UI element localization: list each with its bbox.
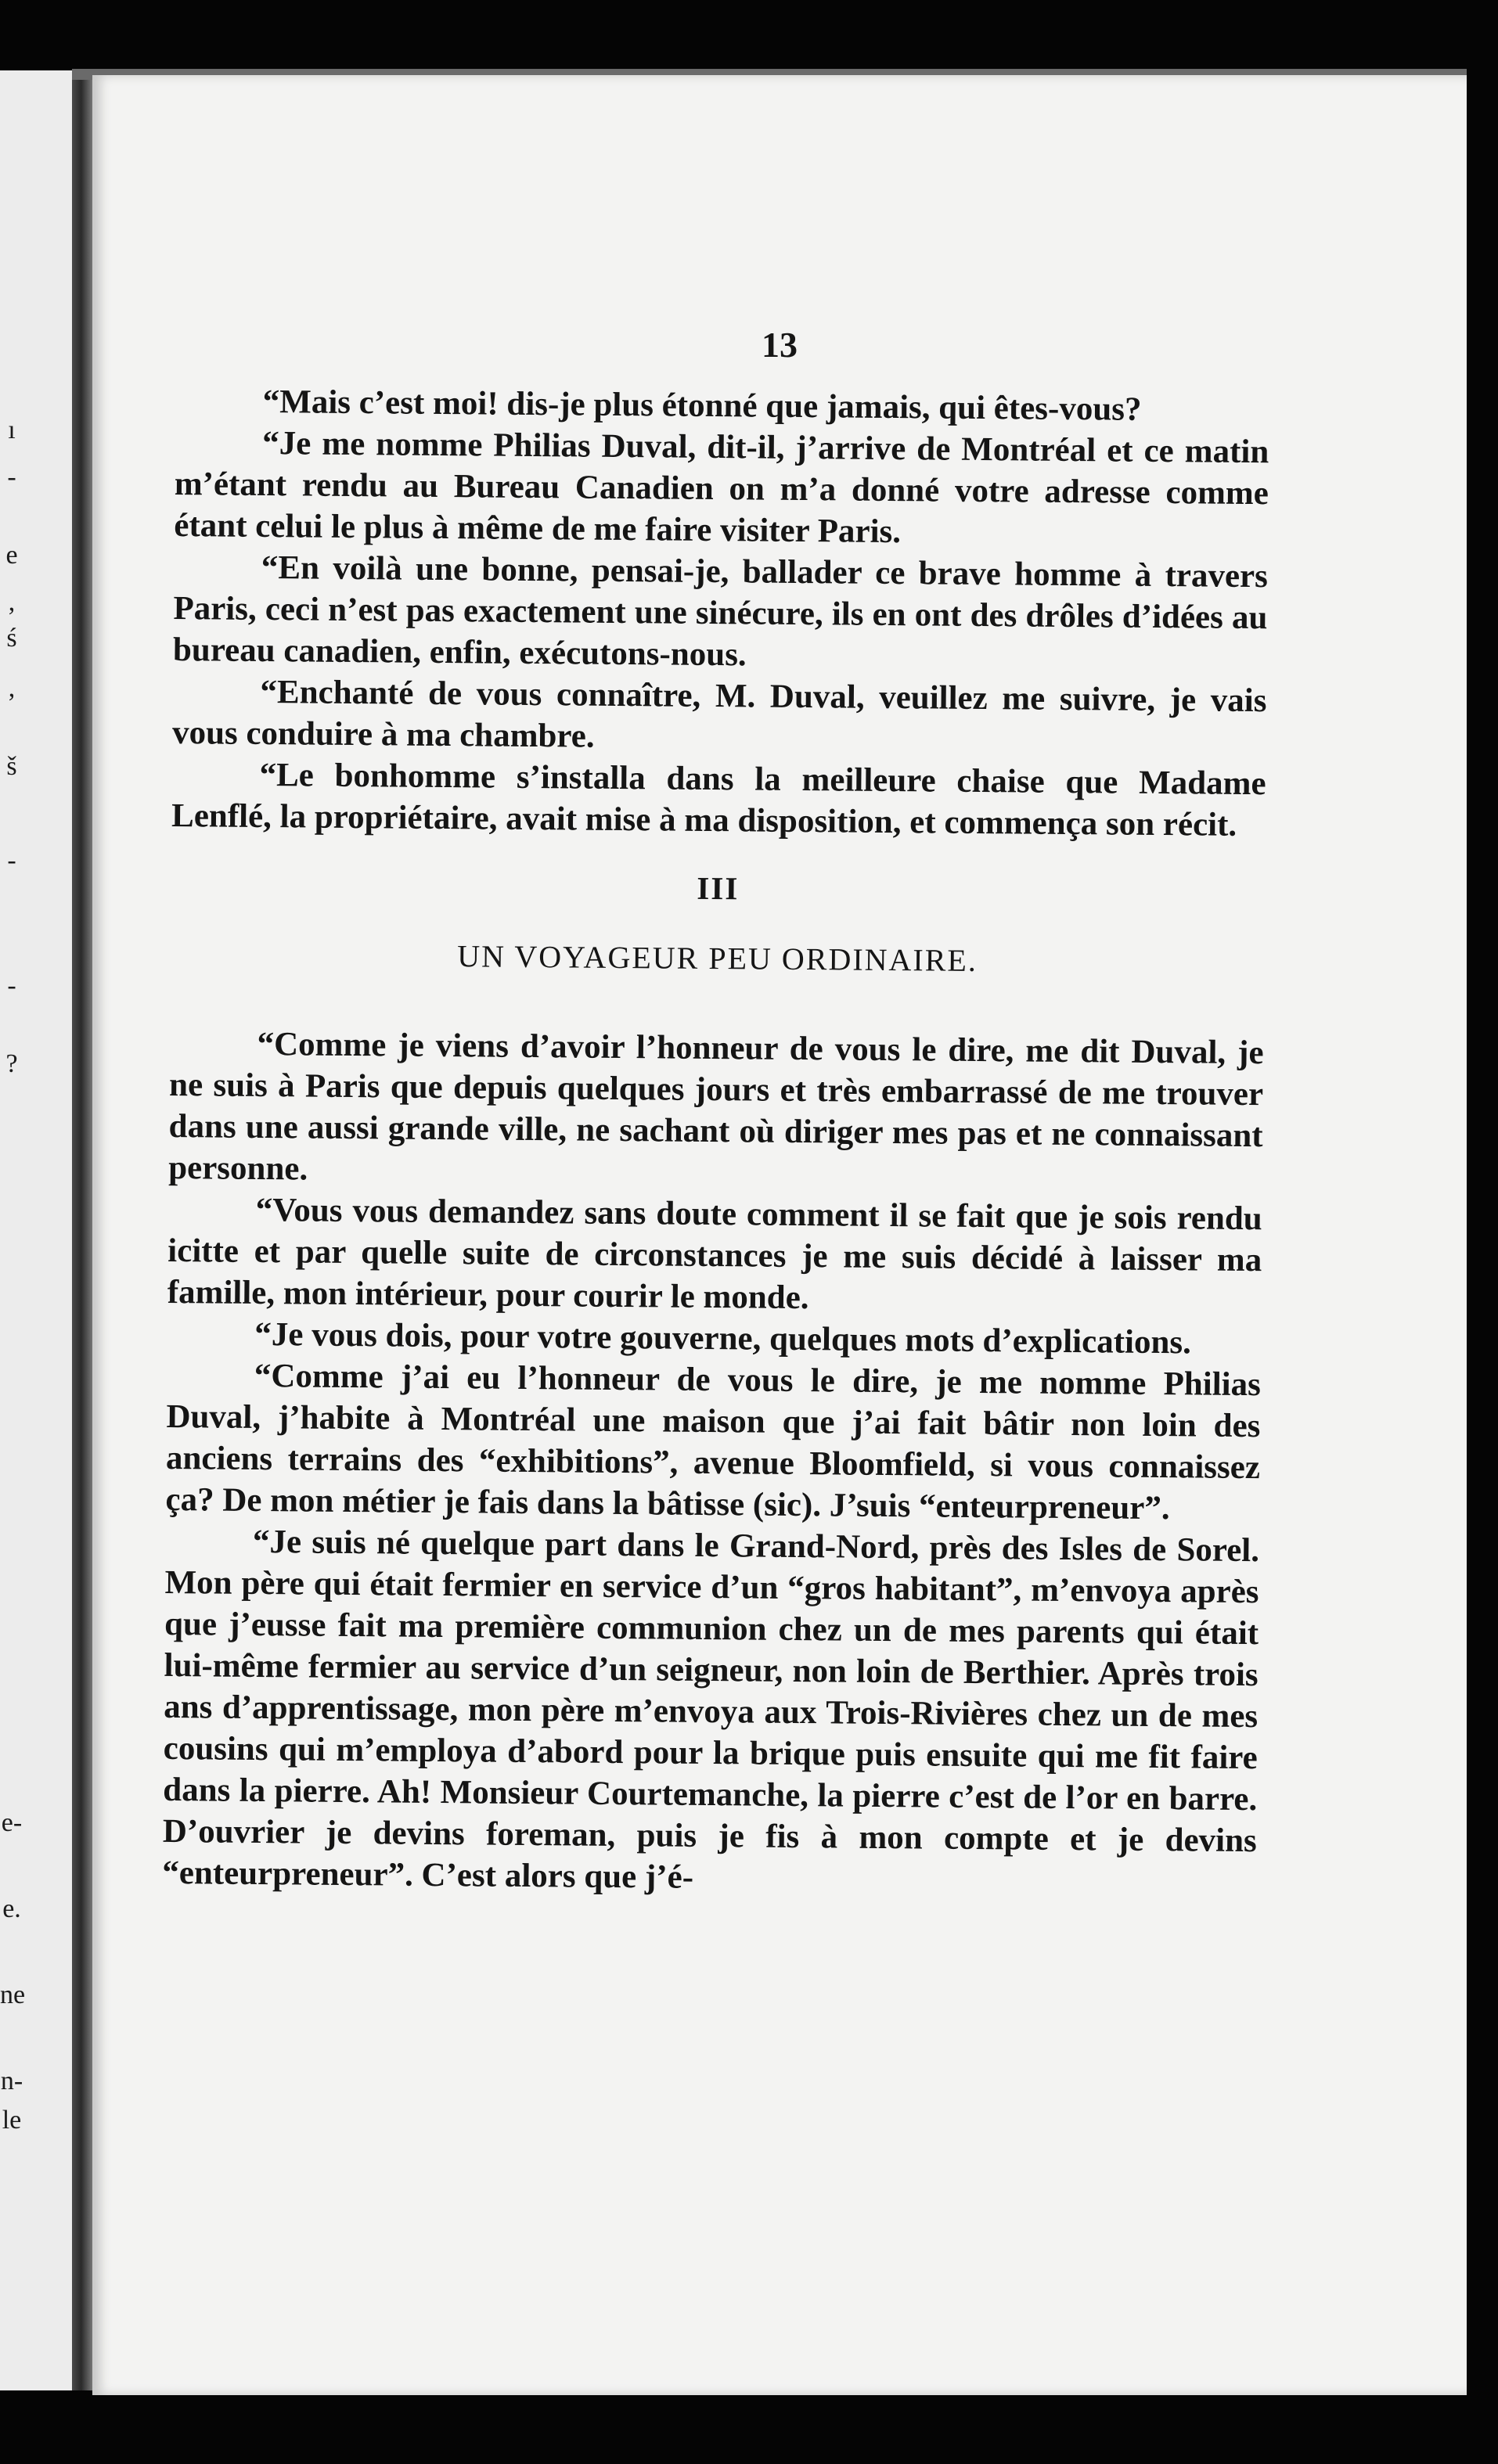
page-text <box>162 380 1269 1903</box>
fragment-char: , <box>8 674 16 703</box>
book-page <box>92 75 1467 2395</box>
left-page-edge <box>0 70 72 2390</box>
fragment-char: ı <box>8 415 16 444</box>
book-gutter <box>72 70 92 2390</box>
fragment-char: - <box>7 846 16 875</box>
section-title: UN VOYAGEUR PEU ORDINAIRE. <box>457 938 978 978</box>
fragment-char: n- <box>0 2067 23 2095</box>
paragraph: “Comme je viens d’avoir l’honneur de vous le dire, me dit Duval, je ne suis à Paris que depuis quelques jours et très embarrassé de me trouver dans une aussi grande ville, ne sachant où diriger mes pas et ne connaissant personne. <box>168 1025 1264 1188</box>
paragraph: “Je suis né quelque part dans le Grand-Nord, près des Isles de Sorel. Mon père qui était fermier en service d’un “gros habitant”, m’envoya après que j’eusse fait ma première communion chez un de mes parents qui était lui-même fermier au service d’un seigneur, non loin de Berthier. Après trois ans d’apprentissage, mon père m’envoya aux Trois-Rivières chez un de mes cousins qui m’employa d’abord pour la brique puis ensuite qui me fit faire dans la pierre. Ah! Monsieur Courtemanche, la pierre c’est de l’or en barre. D’ouvrier je devins foreman, puis je fis à mon compte et je devins “enteurpreneur”. C’est alors que j’é- <box>162 1523 1260 1896</box>
section-number: III <box>697 869 740 907</box>
fragment-char: , <box>8 588 16 617</box>
paragraph: “Comme j’ai eu l’honneur de vous le dire, je me nomme Philias Duval, j’habite à Montréal une maison que j’ai fait bâtir non loin des anciens terrains des “exhibitions”, avenue Bloomfield, si vous connaissez ça? De mon métier je fais dans la bâtisse (sic). J’suis “enteurpreneur”. <box>165 1357 1262 1527</box>
fragment-char: ? <box>5 1049 18 1078</box>
paragraph: “Mais c’est moi! dis-je plus étonné que jamais, qui êtes-vous? <box>262 383 1142 428</box>
paragraph: “Le bonhomme s’installa dans la meilleure chaise que Madame Lenflé, la propriétaire, avait mise à ma disposition, et commença son récit. <box>171 756 1266 844</box>
paragraph: “Je me nomme Philias Duval, dit-il, j’arrive de Montréal et ce matin m’étant rendu au Bureau Canadien on m’a donné votre adresse comme étant celui le plus à même de me faire visiter Paris. <box>174 424 1269 551</box>
fragment-char: e <box>5 541 18 570</box>
fragment-char: le <box>2 2106 22 2135</box>
paragraph: “En voilà une bonne, pensai-je, ballader ce brave homme à travers Paris, ceci n’est pas exactement une sinécure, ils en ont des drôles d’idées au bureau canadien, enfin, exécutons-nous. <box>172 549 1269 674</box>
page-number: 13 <box>762 325 798 365</box>
fragment-char: ne <box>0 1980 26 2009</box>
paragraph: “Je vous dois, pour votre gouverne, quelques mots d’explications. <box>254 1315 1192 1361</box>
fragment-char: e. <box>2 1894 21 1923</box>
fragment-char: š <box>6 752 17 781</box>
fragment-char: - <box>7 462 16 491</box>
paragraph: “Enchanté de vous connaître, M. Duval, veuillez me suivre, je vais vous conduire à ma chambre. <box>171 673 1267 755</box>
fragment-char: e- <box>1 1808 23 1837</box>
fragment-char: ś <box>6 624 17 653</box>
paragraph: “Vous vous demandez sans doute comment il se fait que je sois rendu icitte et par quelle suite de circonstances je me suis décidé à laisser ma famille, mon intérieur, pour courir le monde. <box>167 1191 1262 1317</box>
fragment-char: - <box>7 971 16 1000</box>
